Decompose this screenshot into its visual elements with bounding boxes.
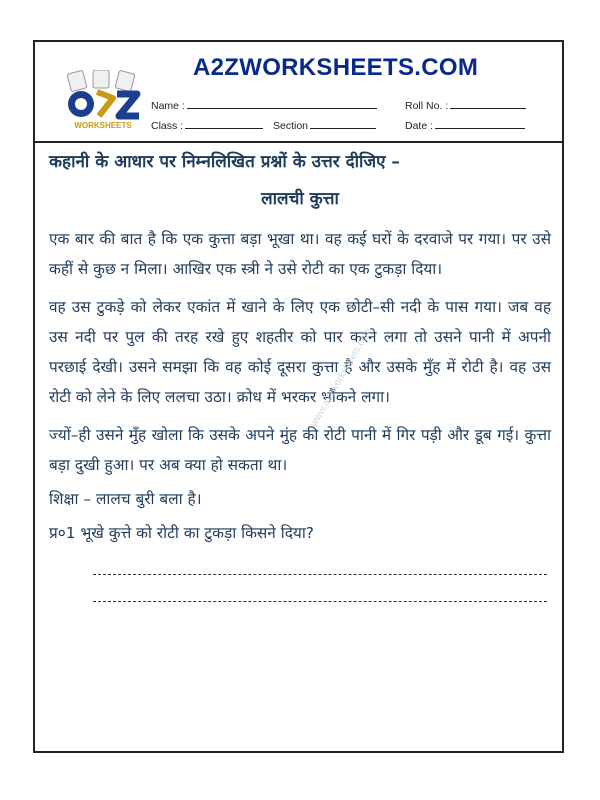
- section-line[interactable]: [310, 119, 376, 129]
- story-paragraph-1: एक बार की बात है कि एक कुत्ता बड़ा भूखा था। वह कई घरों के दरवाजे पर गया। पर उसे कहीं से कुछ न मिला। आखिर एक स्त्री ने उसे रोटी का एक टुकड़ा दिया।: [49, 230, 551, 278]
- worksheet-header: [35, 42, 562, 143]
- class-field[interactable]: [151, 119, 263, 132]
- instruction-heading: कहानी के आधार पर निम्नलिखित प्रश्नों के उत्तर दीजिए –: [49, 152, 400, 172]
- answer-line-2[interactable]: [93, 587, 547, 602]
- date-field[interactable]: [405, 119, 525, 132]
- worksheet-frame: [33, 40, 564, 753]
- name-field[interactable]: [151, 99, 377, 112]
- a2z-logo: [59, 70, 147, 130]
- watermark: www.a2zworksheets.com: [308, 326, 374, 429]
- roll-field[interactable]: [405, 99, 526, 112]
- story-paragraph-3: ज्यों–ही उसने मुँह खोला कि उसके अपने मुंह की रोटी पानी में गिर पड़ी और डूब गई। कुत्ता बड़ा दुखी हुआ। पर अब क्या हो सकता था।: [49, 426, 551, 474]
- roll-line[interactable]: [450, 99, 526, 109]
- brand-title: A2ZWORKSHEETS.COM: [193, 54, 479, 81]
- name-line[interactable]: [187, 99, 377, 109]
- section-label: Section: [273, 120, 309, 132]
- roll-label: Roll No. :: [405, 100, 449, 112]
- question-1: प्र०1 भूखे कुत्ते को रोटी का टुकड़ा किसने दिया?: [49, 524, 314, 542]
- class-line[interactable]: [185, 119, 263, 129]
- moral-line: शिक्षा – लालच बुरी बला है।: [49, 490, 202, 508]
- worksheet-content: [49, 144, 551, 602]
- date-line[interactable]: [435, 119, 525, 129]
- story-paragraph-2: वह उस टुकड़े को लेकर एकांत में खाने के लिए एक छोटी–सी नदी के पास गया। जब वह उस नदी पर पुल की तरह रखे हुए शहतीर को पार करने लगा तो उसने पानी में अपनी परछाई देखी। उसने समझा कि वह कोई दूसरा कुत्ता है और उसके मुँह में रोटी है। वह उस रोटी को लेने के लिए ललचा उठा। क्रोध में भरकर भौंकने लगा।: [49, 298, 551, 406]
- answer-line-1[interactable]: [93, 560, 547, 575]
- date-label: Date :: [405, 120, 434, 132]
- class-label: Class :: [151, 120, 184, 132]
- logo-text: WORKSHEETS: [74, 121, 132, 130]
- story-title: लालची कुत्ता: [261, 189, 339, 209]
- section-field[interactable]: [273, 119, 376, 132]
- name-label: Name :: [151, 100, 185, 112]
